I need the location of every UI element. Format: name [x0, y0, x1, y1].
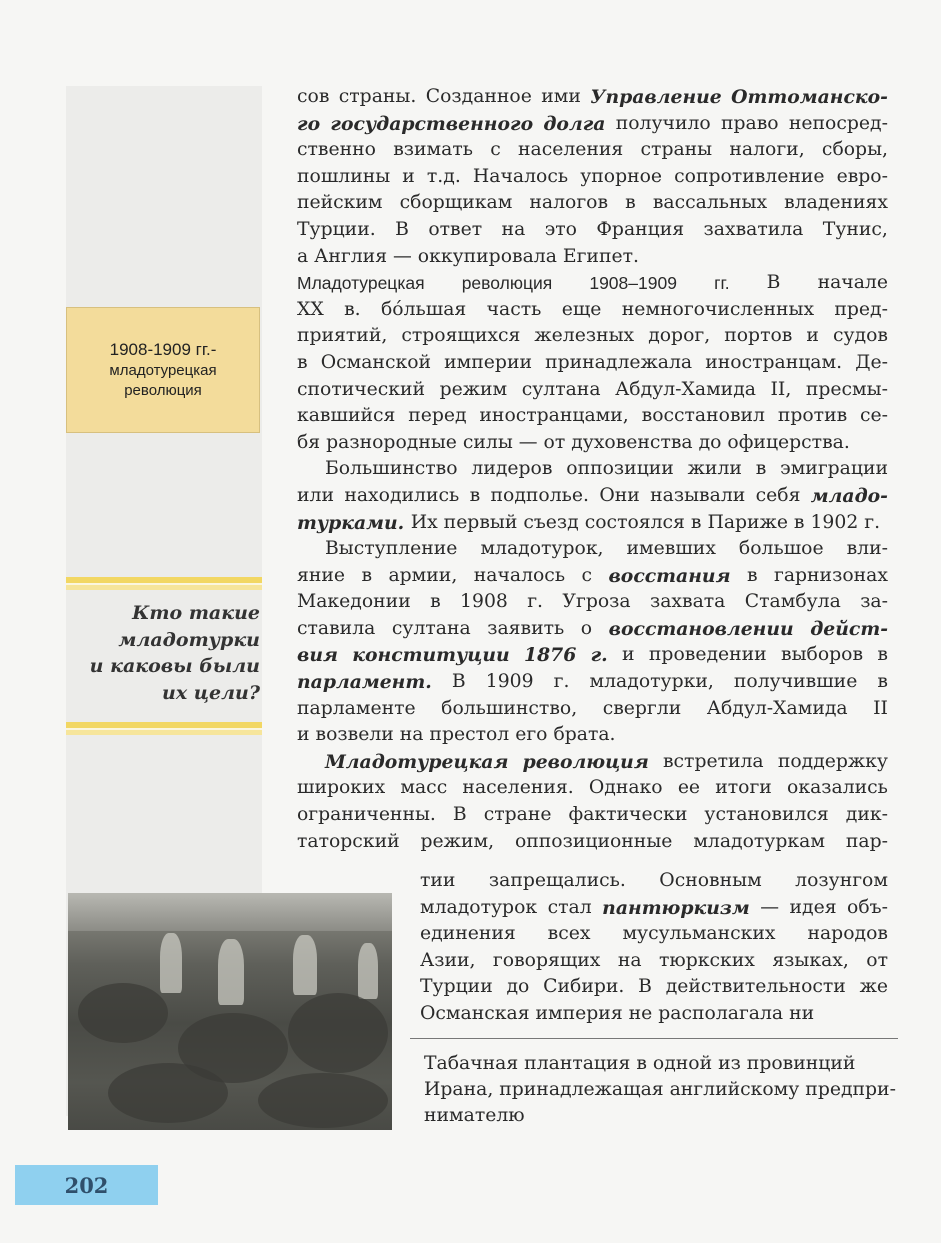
text-word: В: [452, 804, 467, 826]
text-word: в: [746, 564, 758, 586]
text-word: начале: [817, 272, 888, 294]
plantation-photo: [68, 893, 392, 1130]
text-word: большинство,: [441, 697, 578, 719]
text-line: [420, 921, 888, 948]
text-word: пошлины: [297, 165, 391, 187]
emphasized-text: восстановлении: [608, 617, 794, 640]
text-word: сов: [297, 86, 330, 107]
text-word: Абдул-Хамида: [706, 697, 848, 719]
text-word: итоги: [715, 777, 772, 799]
text-word: иностранцами,: [479, 405, 629, 427]
photo-caption: [424, 1051, 914, 1129]
question-bottom-bar: [66, 722, 262, 736]
text-word: оппозиции: [566, 458, 674, 480]
text-word: приятий,: [297, 325, 388, 347]
text-line: [420, 1001, 888, 1028]
text-word: запрещались.: [488, 870, 626, 891]
emphasized-text: гг.: [714, 273, 730, 294]
text-word: от: [866, 949, 888, 971]
text-word: идея: [789, 896, 837, 918]
text-word: первый: [443, 511, 524, 533]
emphasized-text: долга: [543, 112, 606, 135]
text-word: Основным: [659, 870, 762, 891]
text-word: принадлежала: [545, 351, 693, 373]
text-word: II: [873, 697, 888, 719]
text-line: [420, 895, 888, 922]
text-line: [420, 948, 888, 975]
text-word: получило: [615, 112, 711, 134]
text-word: на: [399, 724, 430, 746]
text-word: яние: [297, 564, 345, 586]
text-word: железных: [534, 325, 635, 347]
text-line: [297, 829, 888, 856]
text-word: от: [543, 431, 572, 453]
caption-line: Табачная плантация в одной из провинций: [424, 1053, 856, 1074]
text-word: языках,: [772, 949, 849, 971]
text-word: султана: [521, 378, 601, 400]
text-word: Сибири.: [543, 976, 625, 998]
text-word: упорное: [580, 165, 663, 187]
text-word: армии,: [388, 564, 458, 586]
text-word: ни: [789, 1002, 815, 1024]
text-line: [297, 217, 888, 244]
text-word: пейским: [297, 192, 383, 214]
text-word: Тунис,: [822, 218, 888, 240]
text-word: фактически: [568, 804, 688, 826]
text-line: [297, 696, 888, 723]
text-word: перед: [408, 405, 467, 427]
text-word: владениях: [784, 192, 888, 214]
text-word: еще: [561, 298, 602, 320]
text-line: [297, 802, 888, 829]
text-word: часть: [486, 298, 542, 320]
text-word: встретила: [662, 750, 764, 772]
text-word: Франция: [596, 218, 685, 240]
text-word: в: [430, 591, 441, 613]
text-word: страны: [640, 139, 713, 161]
text-word: Большинство: [325, 458, 458, 480]
text-line: [420, 974, 888, 1001]
text-word: в: [469, 484, 481, 506]
text-word: мусульманских: [622, 923, 776, 945]
text-line: [297, 164, 888, 191]
text-word: оппозиционные: [514, 830, 673, 852]
text-word: за-: [860, 591, 888, 613]
text-word: силы: [462, 431, 519, 453]
emphasized-text: восстания: [608, 564, 731, 587]
text-word: поддержку: [777, 750, 888, 772]
text-word: располагала: [658, 1002, 790, 1024]
text-word: Абдул-Хамида: [615, 378, 756, 400]
text-line: [297, 563, 888, 590]
text-line: [297, 84, 888, 111]
text-word: в: [755, 458, 767, 480]
text-word: Угроза: [562, 591, 631, 613]
text-word: В: [395, 218, 409, 240]
text-word: спотический: [297, 378, 426, 400]
text-word: получившие: [733, 671, 858, 693]
text-word: Македонии: [297, 591, 411, 613]
text-word: Созданное: [425, 86, 532, 107]
text-word: сборы,: [821, 139, 888, 161]
text-word: населения.: [462, 777, 574, 799]
text-word: называли: [650, 484, 746, 506]
text-word: захвата: [649, 591, 726, 613]
text-word: се-: [860, 405, 888, 427]
question-line: их цели?: [162, 681, 260, 704]
text-word: Стамбула: [744, 591, 841, 613]
text-word: В: [638, 976, 652, 998]
text-word: кавшийся: [297, 405, 396, 427]
caption-line: Ирана, принадлежащая английскому предпри-: [424, 1079, 896, 1100]
text-word: в: [625, 192, 636, 214]
text-word: и: [402, 165, 415, 187]
text-word: Париже: [707, 511, 794, 533]
text-word: бóльшая: [380, 298, 467, 320]
emphasized-text: г.: [590, 644, 608, 667]
text-word: брата.: [553, 724, 616, 746]
text-word: объ-: [847, 896, 888, 918]
text-word: Турции: [420, 976, 493, 998]
text-word: портов: [724, 325, 793, 347]
text-word: в: [877, 671, 888, 693]
emphasized-text: 1876: [524, 644, 577, 667]
text-word: —: [518, 431, 544, 453]
text-word: право: [721, 112, 779, 134]
text-line: [297, 510, 888, 537]
text-word: лозунгом: [795, 870, 888, 891]
text-word: гарнизонах: [773, 564, 888, 586]
text-word: лидеров: [471, 458, 553, 480]
text-word: о: [580, 617, 593, 639]
text-word: в: [793, 511, 811, 533]
text-word: в: [877, 644, 888, 666]
text-word: против: [777, 405, 848, 427]
text-line: [420, 868, 888, 895]
text-word: в: [361, 564, 373, 586]
text-word: оказались: [787, 777, 888, 799]
text-word: т.д.: [426, 165, 461, 187]
text-word: же: [859, 976, 888, 998]
text-word: не: [628, 1002, 659, 1024]
question-top-bar: [66, 577, 262, 591]
text-word: пред-: [834, 298, 888, 320]
emphasized-text: Управление: [590, 86, 722, 108]
emphasized-text: турками.: [297, 511, 411, 534]
text-word: это: [544, 218, 577, 240]
text-word: большое: [738, 538, 824, 560]
text-word: младотурки,: [589, 671, 714, 693]
text-line: [297, 297, 888, 324]
text-word: стал: [547, 896, 592, 918]
text-word: на: [617, 949, 642, 971]
text-word: страны.: [338, 86, 417, 107]
text-word: или: [297, 484, 334, 506]
text-word: себя: [755, 484, 801, 506]
text-word: XX: [297, 298, 324, 320]
text-line: [297, 642, 888, 669]
text-word: Египет.: [562, 245, 639, 267]
text-line: [297, 111, 888, 138]
text-word: Выступление: [325, 538, 458, 560]
text-word: ограниченны.: [297, 804, 436, 826]
emphasized-text: революция: [522, 750, 649, 773]
text-word: подполье.: [490, 484, 589, 506]
text-word: Началось: [472, 165, 569, 187]
text-word: вассальных: [652, 192, 768, 214]
text-word: офицерства.: [727, 431, 850, 453]
text-word: пресмы-: [805, 378, 888, 400]
text-word: 1902: [810, 511, 865, 533]
date-callout-line: 1908-1909 гг.-: [109, 340, 217, 359]
question-line: и каковы были: [89, 655, 260, 677]
text-word: тюркских: [659, 949, 755, 971]
text-line: [297, 616, 888, 643]
emphasized-text: конституции: [352, 644, 510, 667]
text-word: налоги,: [729, 139, 805, 161]
text-word: строящихся: [401, 325, 521, 347]
text-word: Англия: [314, 245, 394, 267]
text-line: [297, 536, 888, 563]
text-word: масс: [400, 777, 448, 799]
text-word: г.: [553, 671, 570, 693]
text-word: тии: [420, 870, 456, 891]
text-word: иностранцам.: [705, 351, 843, 373]
wrapped-text-column: [420, 868, 888, 1028]
text-word: народов: [807, 923, 888, 945]
text-word: жили: [687, 458, 742, 480]
text-word: а: [297, 245, 315, 267]
text-word: г.: [864, 511, 881, 533]
text-line: [297, 190, 888, 217]
text-word: судов: [832, 325, 888, 347]
text-line: [297, 137, 888, 164]
text-word: империя: [535, 1002, 629, 1024]
text-word: Османская: [420, 1002, 536, 1024]
text-word: единения: [420, 923, 516, 945]
text-word: евро-: [836, 165, 888, 187]
text-word: в: [297, 351, 308, 373]
text-word: Однако: [588, 777, 663, 799]
question-line: Кто такие: [132, 602, 260, 624]
text-word: выборов: [781, 644, 864, 666]
text-word: ответ: [428, 218, 483, 240]
page-number: 202: [15, 1165, 158, 1205]
text-word: съезд: [523, 511, 585, 533]
emphasized-text: Младотурецкая: [297, 273, 425, 294]
text-word: разнородные: [326, 431, 463, 453]
text-word: младотуркам: [693, 830, 825, 852]
emphasized-text: Оттоманско-: [731, 86, 888, 108]
caption-line: нимателю: [424, 1105, 525, 1126]
text-word: говорящих: [492, 949, 601, 971]
text-word: младотурок,: [480, 538, 604, 560]
text-word: —: [760, 896, 779, 918]
date-callout: [66, 307, 260, 433]
text-word: ставила: [297, 617, 376, 639]
text-word: возвели: [315, 724, 400, 746]
text-word: населения: [518, 139, 624, 161]
text-word: Османской: [320, 351, 432, 373]
text-word: свергли: [602, 697, 682, 719]
text-word: сборщикам: [399, 192, 513, 214]
text-word: и: [297, 724, 316, 746]
text-line: [297, 589, 888, 616]
text-line: [297, 749, 888, 776]
emphasized-text: государственного: [330, 112, 534, 135]
text-word: всех: [547, 923, 591, 945]
emphasized-text: 1908–1909: [589, 273, 677, 294]
text-word: духовенства: [571, 431, 699, 453]
text-line: [297, 456, 888, 483]
text-word: бя: [297, 431, 327, 453]
text-word: налогов: [529, 192, 609, 214]
text-line: [297, 430, 888, 457]
text-word: режим: [439, 378, 508, 400]
text-word: престол: [429, 724, 516, 746]
text-line: [297, 270, 888, 297]
emphasized-text: парламент.: [297, 671, 432, 694]
text-word: дик-: [845, 804, 888, 826]
text-word: вли-: [846, 538, 888, 560]
text-word: действительности: [665, 976, 846, 998]
text-word: в.: [344, 298, 361, 320]
text-word: находились: [344, 484, 460, 506]
text-word: состоялся: [584, 511, 691, 533]
emphasized-text: дейст-: [810, 617, 888, 640]
text-word: Де-: [855, 351, 888, 373]
text-word: Азии,: [420, 949, 476, 971]
text-word: установился: [704, 804, 829, 826]
text-word: дорог,: [648, 325, 711, 347]
question-line: младотурки: [118, 628, 260, 651]
date-callout-line: младотурецкая: [109, 362, 217, 379]
text-word: пар-: [845, 830, 888, 852]
text-word: широких: [297, 777, 386, 799]
text-word: сопротивление: [674, 165, 825, 187]
date-callout-line: революция: [124, 382, 202, 399]
text-word: ими: [541, 86, 581, 107]
emphasized-text: го: [297, 112, 321, 135]
text-word: немногочисленных: [621, 298, 815, 320]
text-word: стране: [483, 804, 552, 826]
text-word: парламенте: [297, 697, 416, 719]
text-word: ее: [677, 777, 701, 799]
text-word: II,: [770, 378, 792, 400]
text-line: [297, 244, 888, 271]
text-word: его: [515, 724, 554, 746]
text-word: ственно: [297, 139, 376, 161]
text-word: взимать: [393, 139, 473, 161]
text-word: В: [766, 272, 781, 294]
text-line: [297, 722, 888, 749]
text-word: проведении: [648, 644, 767, 666]
text-word: непосред-: [788, 112, 888, 134]
text-line: [297, 483, 888, 510]
text-word: г.: [527, 591, 544, 613]
text-word: началось: [473, 564, 566, 586]
text-word: Они: [599, 484, 640, 506]
text-word: на: [501, 218, 526, 240]
text-word: до: [506, 976, 530, 998]
emphasized-text: вия: [297, 644, 338, 667]
caption-divider: [410, 1038, 898, 1039]
emphasized-text: революция: [461, 273, 553, 294]
text-line: [297, 403, 888, 430]
text-word: 1908: [460, 591, 508, 613]
text-word: заявить: [487, 617, 565, 639]
text-line: [297, 323, 888, 350]
text-word: Их: [410, 511, 444, 533]
text-word: имевших: [626, 538, 716, 560]
text-word: Турции.: [297, 218, 376, 240]
text-word: и: [806, 325, 819, 347]
text-word: восстановил: [641, 405, 765, 427]
text-word: оккупировала: [417, 245, 563, 267]
text-word: с: [490, 139, 501, 161]
emphasized-text: Младотурецкая: [325, 750, 509, 773]
text-word: таторский: [297, 830, 400, 852]
review-question: [66, 600, 260, 706]
text-line: [297, 669, 888, 696]
text-word: захватила: [703, 218, 804, 240]
text-word: и: [622, 644, 635, 666]
text-word: с: [581, 564, 593, 586]
text-word: младотурок: [420, 896, 538, 918]
text-line: [297, 377, 888, 404]
main-text-column: [297, 84, 888, 855]
text-word: султана: [391, 617, 471, 639]
text-word: до: [698, 431, 728, 453]
text-word: в: [690, 511, 708, 533]
text-line: [297, 775, 888, 802]
emphasized-text: пантюркизм: [602, 896, 750, 919]
text-word: империи: [444, 351, 532, 373]
text-word: режим,: [420, 830, 495, 852]
text-word: эмиграции: [780, 458, 888, 480]
emphasized-text: младо-: [810, 484, 888, 507]
text-word: —: [393, 245, 418, 267]
text-line: [297, 350, 888, 377]
text-word: В: [451, 671, 466, 693]
text-word: 1909: [485, 671, 534, 693]
